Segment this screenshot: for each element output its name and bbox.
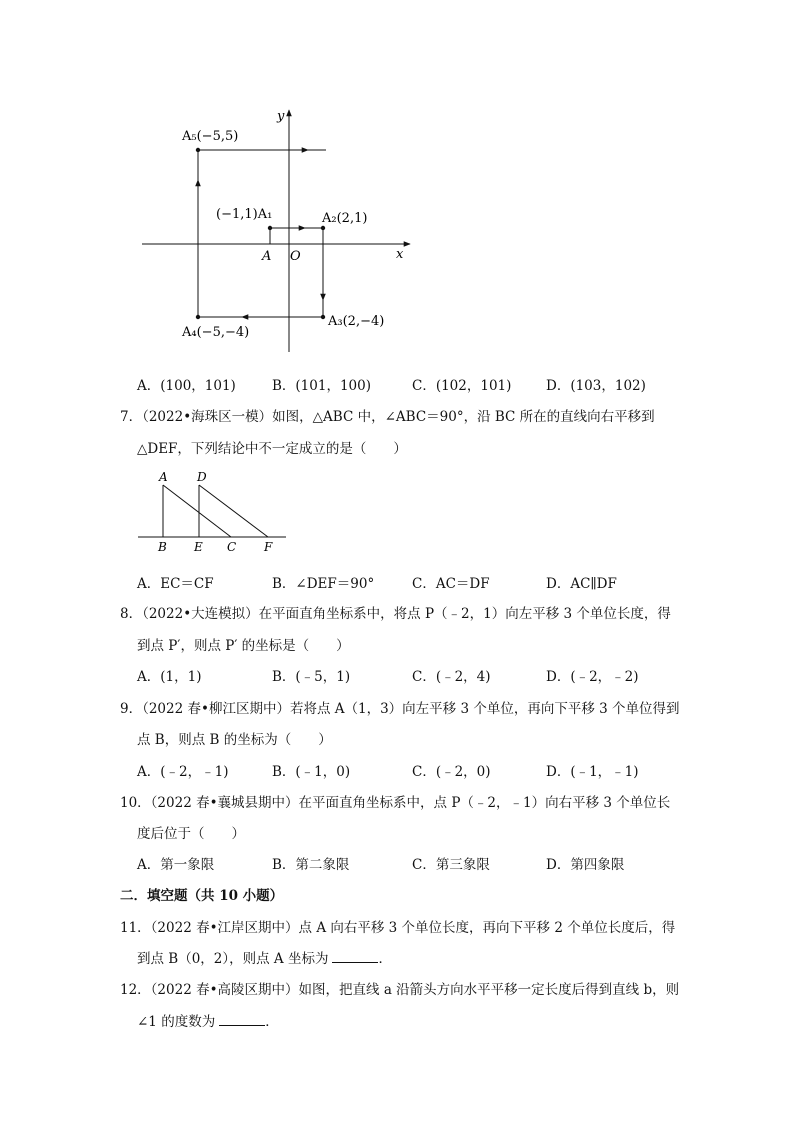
q10-option-d[interactable]: D．第四象限 [546,857,625,873]
q9-text-line2: 点 B，则点 B 的坐标为（ ） [137,732,332,748]
label-F: F [264,540,273,554]
q10-option-b[interactable]: B．第二象限 [272,857,350,873]
q7-option-d[interactable]: D．AC∥DF [546,576,617,592]
q12-line2-text: ∠1 的度数为 [137,1014,216,1030]
q12-period: ． [265,1014,279,1030]
triangle-translation-figure [130,465,300,560]
q12-text-line1: 12．（2022 春•高陵区期中）如图，把直线 a 沿箭头方向水平平移一定长度后得到直线 b，则 [120,982,680,998]
coordinate-path-figure [130,100,430,360]
q12-answer-blank[interactable] [219,1013,265,1026]
q10-option-c[interactable]: C．第三象限 [412,857,490,873]
section-fill-in-title: 二．填空题（共 10 小题） [120,888,284,904]
origin-label: O [290,249,301,264]
q11-line2-text: 到点 B（0，2），则点 A 坐标为 [137,951,329,967]
q7-text-line2: △DEF，下列结论中不一定成立的是（ ） [137,441,407,457]
label-D: D [197,470,207,484]
q6-option-c[interactable]: C．(102，101) [412,378,512,394]
q10-text-line2: 度后位于（ ） [137,826,245,842]
label-E: E [194,540,203,554]
a3-label: A₃(2,−4) [328,314,385,329]
q8-option-a[interactable]: A．(1，1) [137,669,202,685]
q9-option-b[interactable]: B．(﹣1，0) [272,764,351,780]
q7-option-a[interactable]: A．EC＝CF [137,576,214,592]
q11-text-line1: 11．（2022 春•江岸区期中）点 A 向右平移 3 个单位长度，再向下平移 2 个单位长度后，得 [120,920,676,936]
q7-text-line1: 7．（2022•海珠区一模）如图，△ABC 中，∠ABC＝90°，沿 BC 所在的直线向右平移到 [120,409,655,425]
q11-text-line2 [137,947,392,967]
q8-option-b[interactable]: B．(﹣5，1) [272,669,351,685]
q7-option-b[interactable]: B．∠DEF＝90° [272,576,375,592]
q9-option-c[interactable]: C．(﹣2，0) [412,764,491,780]
q11-period: ． [378,951,392,967]
q8-text-line2: 到点 P′，则点 P′ 的坐标是（ ） [137,638,350,654]
a2-label: A₂(2,1) [322,211,368,226]
q10-option-a[interactable]: A．第一象限 [137,857,215,873]
q6-option-a[interactable]: A．(100，101) [137,378,236,394]
a5-label: A₅(−5,5) [182,129,239,144]
q7-option-c[interactable]: C．AC＝DF [412,576,490,592]
a4-label: A₄(−5,−4) [182,325,250,340]
q9-option-a[interactable]: A．(﹣2，﹣1) [137,764,229,780]
label-B: B [158,540,167,554]
q12-text-line2 [137,1010,279,1030]
y-axis-label: y [277,109,285,124]
q8-option-d[interactable]: D．(﹣2，﹣2) [546,669,639,685]
q8-text-line1: 8．（2022•大连模拟）在平面直角坐标系中，将点 P（﹣2，1）向左平移 3 个单位长度，得 [120,606,671,622]
q6-option-b[interactable]: B．(101，100) [272,378,371,394]
q9-option-d[interactable]: D．(﹣1，﹣1) [546,764,639,780]
point-a-label: A [262,249,272,264]
q11-answer-blank[interactable] [332,950,378,963]
q8-option-c[interactable]: C．(﹣2，4) [412,669,491,685]
label-A: A [159,470,168,484]
a1-label: (−1,1)A₁ [216,207,273,222]
q6-option-d[interactable]: D．(103，102) [546,378,646,394]
x-axis-label: x [396,247,404,262]
label-C: C [227,540,237,554]
q10-text-line1: 10．（2022 春•襄城县期中）在平面直角坐标系中，点 P（﹣2，﹣1）向右平移 3 个单位长 [120,795,671,811]
q9-text-line1: 9．（2022 春•柳江区期中）若将点 A（1，3）向左平移 3 个单位，再向下平移 3 个单位得到 [120,701,680,717]
